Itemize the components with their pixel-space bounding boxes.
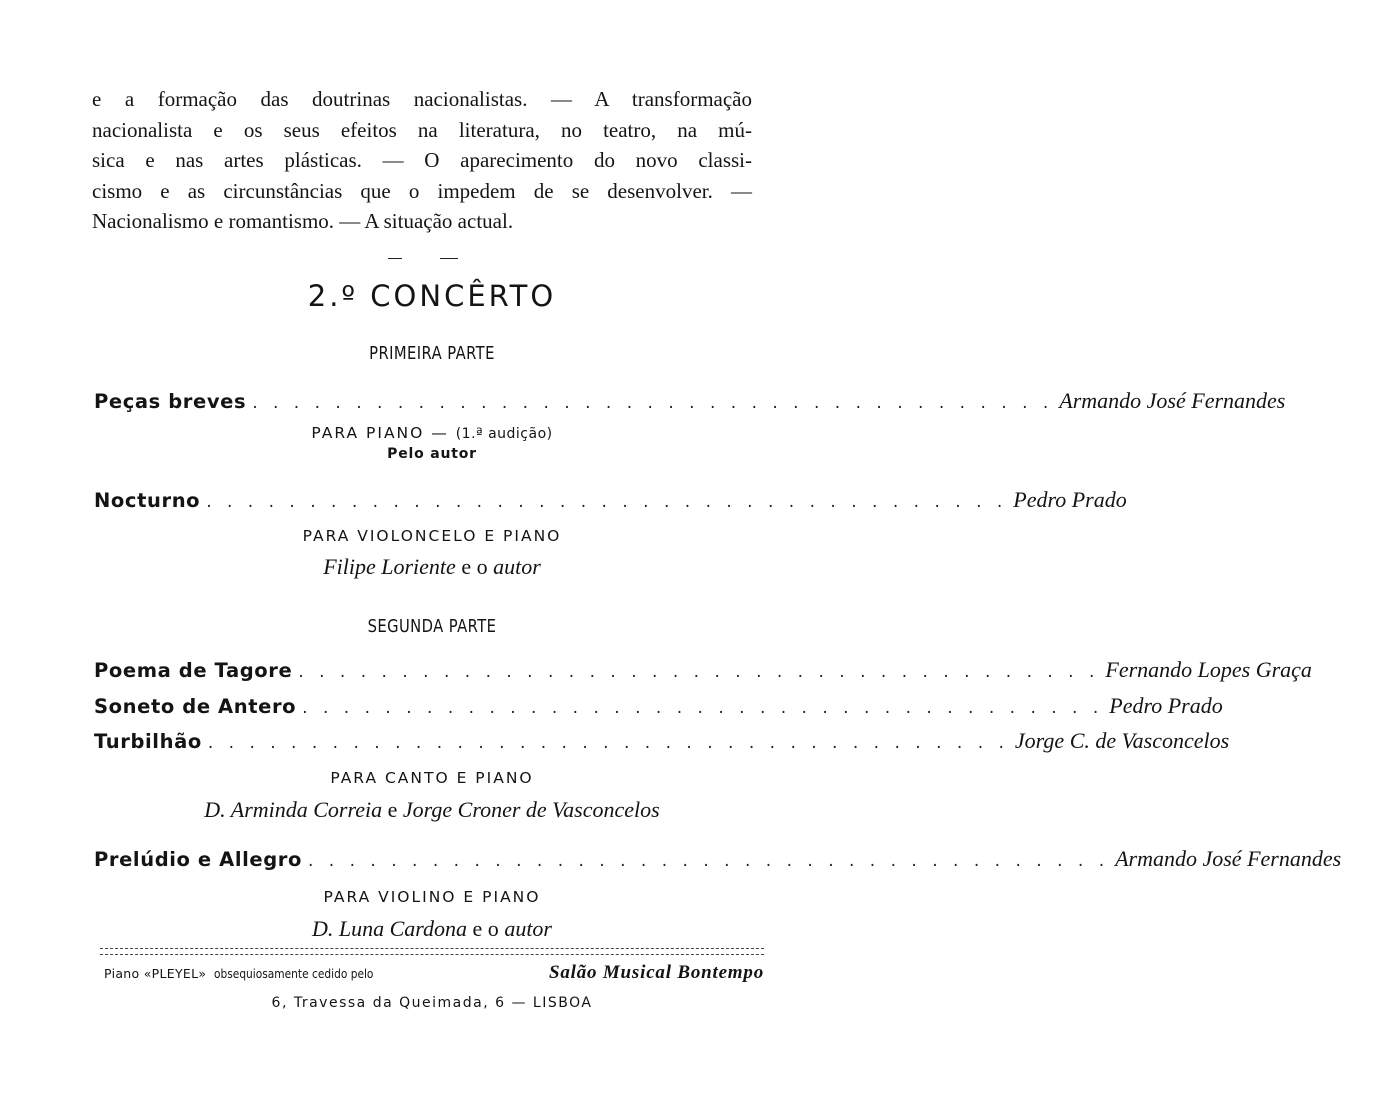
concert-title: 2.º CONCÊRTO xyxy=(307,279,557,313)
instrumentation: PARA CANTO E PIANO xyxy=(330,769,534,787)
dot-leader: . . . . . . . . . . . . . . . . . . . . . . . . . . . . . . . . . . . . . . . xyxy=(298,662,1100,682)
instrumentation: PARA VIOLINO E PIANO xyxy=(323,888,541,906)
dot-leader: . . . . . . . . . . . . . . . . . . . . . . . . . . . . . . . . . . . . . . . xyxy=(206,492,1008,512)
courtesy-text: obsequiosamente cedido pelo xyxy=(214,966,374,981)
piece-title: Poema de Tagore xyxy=(94,659,293,682)
piece-composer: Fernando Lopes Graça xyxy=(1105,657,1312,682)
intro-line: cismo e as circunstâncias que o impedem de se desenvolver. — xyxy=(92,178,752,203)
dot-leader: . . . . . . . . . . . . . . . . . . . . . . . . . . . . . . . . . . . . . . . xyxy=(207,733,1009,753)
footer-rule xyxy=(100,954,764,955)
instrumentation xyxy=(0,424,864,442)
shop-name: Salão Musical Bontempo xyxy=(548,962,764,983)
footer-address: 6, Travessa da Queimada, 6 — LISBOA xyxy=(271,995,593,1011)
footer-credit xyxy=(104,962,764,984)
intro-line: e a formação das doutrinas nacionalistas. — A transformação xyxy=(92,87,752,111)
piece-composer: Pedro Prado xyxy=(1013,487,1127,512)
program-item xyxy=(94,487,1127,513)
program-item xyxy=(94,846,1342,872)
performer: Pelo autor xyxy=(387,446,477,462)
performer-join: e o xyxy=(461,554,488,579)
intro-line: Nacionalismo e romantismo. — A situação actual. xyxy=(92,209,514,233)
section-divider xyxy=(440,258,458,259)
piece-title: Peças breves xyxy=(94,390,247,413)
piece-title: Soneto de Antero xyxy=(94,695,297,718)
dot-leader: . . . . . . . . . . . . . . . . . . . . . . . . . . . . . . . . . . . . . . . xyxy=(252,393,1054,413)
performer-rest: autor xyxy=(493,554,541,579)
intro-line: nacionalista e os seus efeitos na literatura, no teatro, na mú- xyxy=(92,117,752,142)
piano-brand: Piano «PLEYEL» xyxy=(104,966,207,981)
performers xyxy=(0,554,864,580)
performer-name: D. Arminda Correia xyxy=(204,797,383,822)
piece-composer: Pedro Prado xyxy=(1109,693,1223,718)
piece-title: Prelúdio e Allegro xyxy=(94,848,302,871)
performer-name: Jorge Croner de Vasconcelos xyxy=(402,797,660,822)
instrumentation-text: PARA PIANO — xyxy=(311,424,449,442)
footer-rule xyxy=(100,948,764,949)
program-item xyxy=(94,657,1312,683)
performer-name: Filipe Loriente xyxy=(323,554,456,579)
performers xyxy=(0,797,864,823)
performer-join: e o xyxy=(472,916,499,941)
dot-leader: . . . . . . . . . . . . . . . . . . . . . . . . . . . . . . . . . . . . . . . xyxy=(308,851,1110,871)
piece-composer: Armando José Fernandes xyxy=(1115,846,1342,871)
program-item xyxy=(94,388,1286,414)
performer-join: e xyxy=(387,797,398,822)
performers xyxy=(0,916,864,942)
intro-line: sica e nas artes plásticas. — O aparecimento do novo classi- xyxy=(92,148,752,172)
dot-leader: . . . . . . . . . . . . . . . . . . . . . . . . . . . . . . . . . . . . . . . xyxy=(302,698,1104,718)
program-item xyxy=(94,728,1230,754)
piece-composer: Armando José Fernandes xyxy=(1059,388,1286,413)
piece-title: Turbilhão xyxy=(94,730,202,753)
part-heading-second: SEGUNDA PARTE xyxy=(367,616,497,637)
part-heading-first: PRIMEIRA PARTE xyxy=(369,343,495,364)
instrumentation: PARA VIOLONCELO E PIANO xyxy=(302,527,562,545)
intro-paragraph xyxy=(92,84,752,237)
performer-name: D. Luna Cardona xyxy=(312,916,468,941)
piece-title: Nocturno xyxy=(94,489,201,512)
audition-note: (1.ª audição) xyxy=(455,426,553,442)
section-divider xyxy=(388,258,402,259)
performer-rest: autor xyxy=(504,916,552,941)
program-item xyxy=(94,693,1223,719)
piece-composer: Jorge C. de Vasconcelos xyxy=(1014,728,1230,753)
